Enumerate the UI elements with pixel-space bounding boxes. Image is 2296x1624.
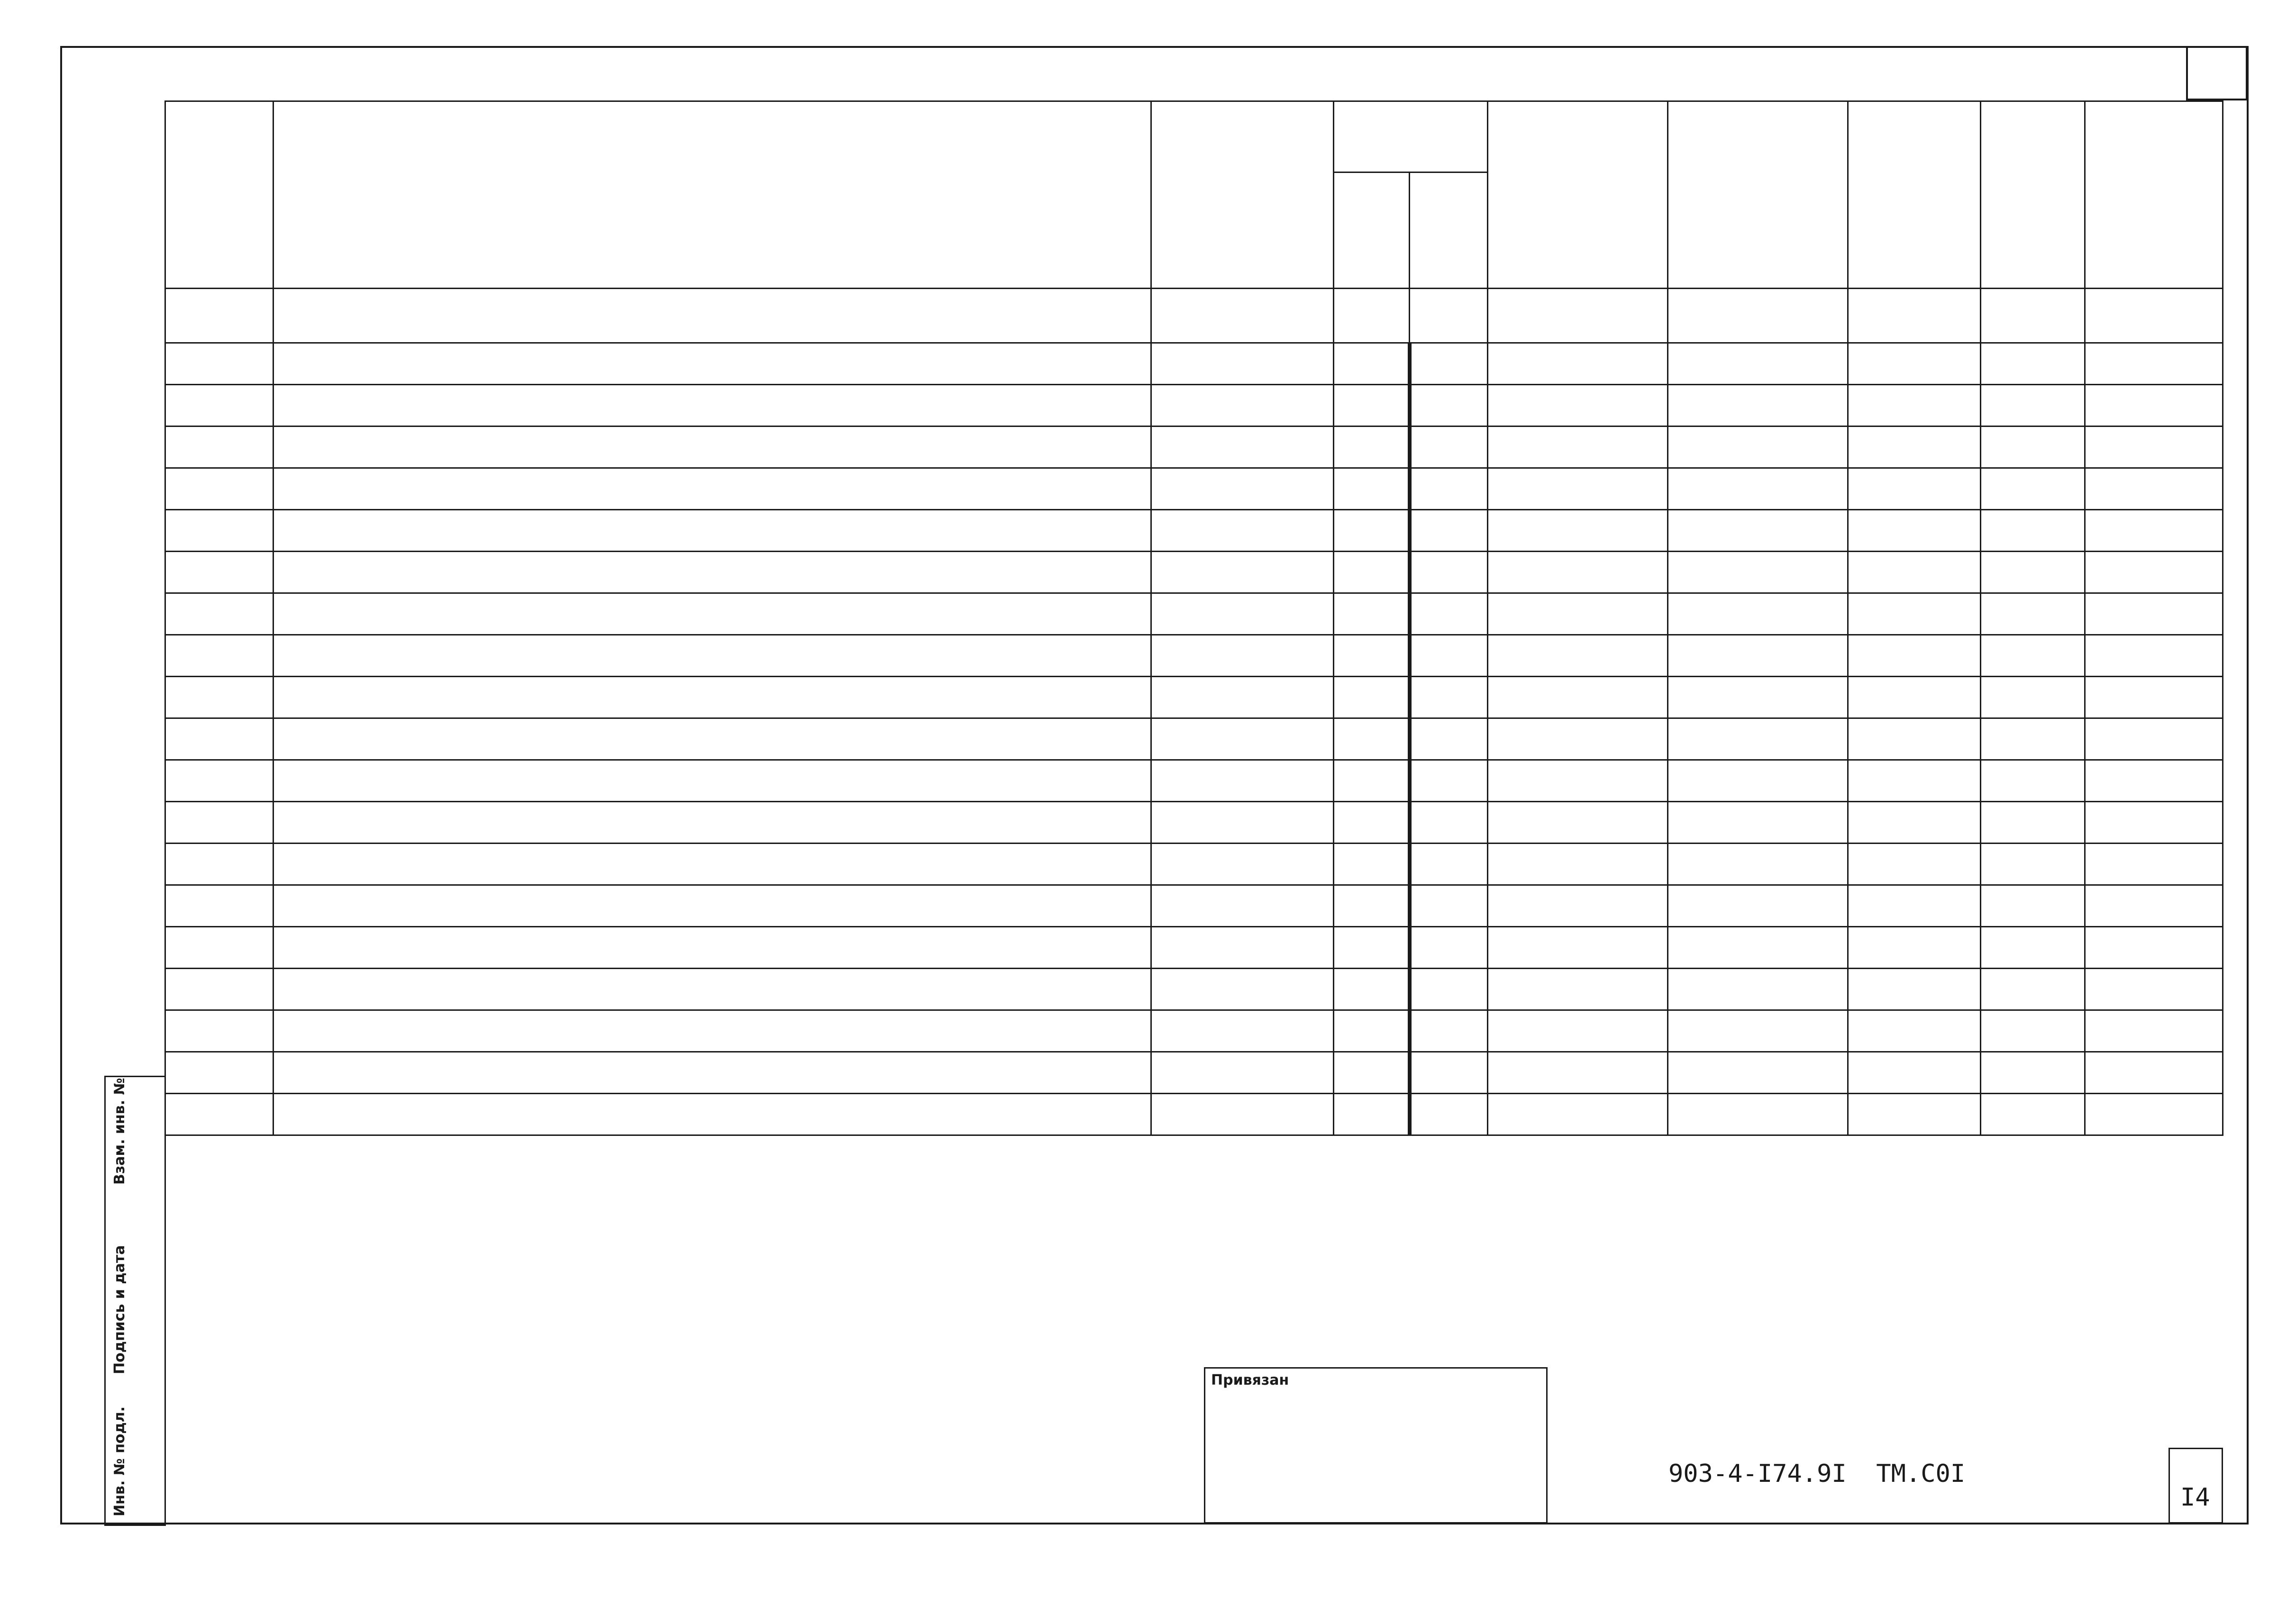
equipment-code-cell xyxy=(1668,593,1848,635)
unit-code-cell xyxy=(1410,927,1488,969)
unit-code-cell xyxy=(1410,844,1488,885)
table-row xyxy=(165,468,2223,510)
table-row xyxy=(165,1094,2223,1135)
factory-code-cell xyxy=(1488,552,1668,593)
title-block xyxy=(1204,1367,1548,1524)
unit-code-cell xyxy=(1410,635,1488,677)
factory-code-cell xyxy=(1488,468,1668,510)
mass-cell xyxy=(2085,677,2223,718)
mass-cell xyxy=(2085,802,2223,844)
table-row xyxy=(165,927,2223,969)
equipment-code-cell xyxy=(1668,343,1848,385)
unit-cell xyxy=(1334,1094,1410,1135)
col-number xyxy=(2085,289,2223,343)
position-cell xyxy=(165,1010,273,1052)
name-cell xyxy=(273,677,1151,718)
sheet-number: I4 xyxy=(2180,1483,2210,1512)
mass-cell xyxy=(2085,593,2223,635)
unit-cell xyxy=(1334,802,1410,844)
quantity-cell xyxy=(1981,969,2085,1010)
col-number xyxy=(1488,289,1668,343)
position-cell xyxy=(165,802,273,844)
table-row xyxy=(165,677,2223,718)
unit-code-cell xyxy=(1410,1052,1488,1094)
quantity-cell xyxy=(1981,802,2085,844)
quantity-cell xyxy=(1981,426,2085,468)
price-cell xyxy=(1848,1052,1981,1094)
price-cell xyxy=(1848,760,1981,802)
price-cell xyxy=(1848,343,1981,385)
price-cell xyxy=(1848,593,1981,635)
factory-code-cell xyxy=(1488,1052,1668,1094)
document-cell xyxy=(1151,802,1334,844)
factory-code-cell xyxy=(1488,385,1668,426)
table-row xyxy=(165,718,2223,760)
quantity-cell xyxy=(1981,760,2085,802)
price-cell xyxy=(1848,927,1981,969)
unit-cell xyxy=(1334,1052,1410,1094)
position-cell xyxy=(165,426,273,468)
equipment-code-cell xyxy=(1668,718,1848,760)
header-factory-code xyxy=(1488,101,1668,289)
document-cell xyxy=(1151,635,1334,677)
document-cell xyxy=(1151,593,1334,635)
mass-cell xyxy=(2085,885,2223,927)
mass-cell xyxy=(2085,718,2223,760)
unit-cell xyxy=(1334,468,1410,510)
price-cell xyxy=(1848,385,1981,426)
name-cell xyxy=(273,760,1151,802)
unit-cell xyxy=(1334,969,1410,1010)
col-number xyxy=(1334,289,1410,343)
specification-table xyxy=(164,100,2223,1136)
unit-code-cell xyxy=(1410,1010,1488,1052)
unit-cell xyxy=(1334,885,1410,927)
name-cell xyxy=(273,552,1151,593)
equipment-code-cell xyxy=(1668,844,1848,885)
name-cell xyxy=(273,885,1151,927)
equipment-code-cell xyxy=(1668,677,1848,718)
document-cell xyxy=(1151,969,1334,1010)
name-cell xyxy=(273,718,1151,760)
price-cell xyxy=(1848,635,1981,677)
factory-code-cell xyxy=(1488,718,1668,760)
document-code: 903-4-I74.9I ТМ.С0I xyxy=(1668,1460,1966,1488)
factory-code-cell xyxy=(1488,593,1668,635)
position-cell xyxy=(165,677,273,718)
quantity-cell xyxy=(1981,885,2085,927)
mass-cell xyxy=(2085,510,2223,552)
price-cell xyxy=(1848,802,1981,844)
name-cell xyxy=(273,593,1151,635)
sheet-number-top xyxy=(2186,46,2248,100)
unit-cell xyxy=(1334,760,1410,802)
col-number xyxy=(165,289,273,343)
factory-code-cell xyxy=(1488,927,1668,969)
name-cell xyxy=(273,385,1151,426)
unit-code-cell xyxy=(1410,718,1488,760)
header-type xyxy=(1151,101,1334,289)
table-row xyxy=(165,844,2223,885)
equipment-code-cell xyxy=(1668,552,1848,593)
header-mass xyxy=(2085,101,2223,289)
document-cell xyxy=(1151,885,1334,927)
quantity-cell xyxy=(1981,635,2085,677)
equipment-code-cell xyxy=(1668,760,1848,802)
position-cell xyxy=(165,468,273,510)
col-number xyxy=(1848,289,1981,343)
price-cell xyxy=(1848,677,1981,718)
table-row xyxy=(165,969,2223,1010)
equipment-code-cell xyxy=(1668,468,1848,510)
document-cell xyxy=(1151,760,1334,802)
unit-code-cell xyxy=(1410,510,1488,552)
price-cell xyxy=(1848,718,1981,760)
document-cell xyxy=(1151,718,1334,760)
name-cell xyxy=(273,844,1151,885)
header-name xyxy=(273,101,1151,289)
specification-body xyxy=(165,343,2223,1135)
table-row xyxy=(165,635,2223,677)
table-row xyxy=(165,510,2223,552)
unit-cell xyxy=(1334,927,1410,969)
document-cell xyxy=(1151,1094,1334,1135)
name-cell xyxy=(273,635,1151,677)
factory-code-cell xyxy=(1488,343,1668,385)
mass-cell xyxy=(2085,552,2223,593)
table-row xyxy=(165,552,2223,593)
quantity-cell xyxy=(1981,552,2085,593)
document-cell xyxy=(1151,468,1334,510)
document-cell xyxy=(1151,1052,1334,1094)
price-cell xyxy=(1848,510,1981,552)
unit-cell xyxy=(1334,718,1410,760)
table-row xyxy=(165,1052,2223,1094)
unit-cell xyxy=(1334,385,1410,426)
name-cell xyxy=(273,468,1151,510)
factory-code-cell xyxy=(1488,1094,1668,1135)
document-cell xyxy=(1151,552,1334,593)
col-number xyxy=(1668,289,1848,343)
unit-code-cell xyxy=(1410,969,1488,1010)
quantity-cell xyxy=(1981,844,2085,885)
header-price xyxy=(1848,101,1981,289)
col-number xyxy=(1410,289,1488,343)
col-number xyxy=(273,289,1151,343)
quantity-cell xyxy=(1981,385,2085,426)
header-unit-name xyxy=(1334,172,1410,289)
left-stamp-label-3: Инв. № подл. xyxy=(111,1406,128,1516)
position-cell xyxy=(165,718,273,760)
quantity-cell xyxy=(1981,593,2085,635)
name-cell xyxy=(273,1052,1151,1094)
unit-cell xyxy=(1334,1010,1410,1052)
table-row xyxy=(165,343,2223,385)
quantity-cell xyxy=(1981,468,2085,510)
factory-code-cell xyxy=(1488,760,1668,802)
mass-cell xyxy=(2085,1094,2223,1135)
quantity-cell xyxy=(1981,677,2085,718)
header-unit-group xyxy=(1334,101,1488,172)
quantity-cell xyxy=(1981,343,2085,385)
name-cell xyxy=(273,343,1151,385)
unit-code-cell xyxy=(1410,677,1488,718)
table-row xyxy=(165,1010,2223,1052)
position-cell xyxy=(165,885,273,927)
price-cell xyxy=(1848,844,1981,885)
price-cell xyxy=(1848,969,1981,1010)
mass-cell xyxy=(2085,1010,2223,1052)
equipment-code-cell xyxy=(1668,969,1848,1010)
unit-code-cell xyxy=(1410,426,1488,468)
left-stamp-label-1: Взам. инв. № xyxy=(111,1078,128,1185)
unit-cell xyxy=(1334,844,1410,885)
document-cell xyxy=(1151,510,1334,552)
mass-cell xyxy=(2085,468,2223,510)
position-cell xyxy=(165,343,273,385)
left-stamp-label-2: Подпись и дата xyxy=(111,1245,128,1374)
equipment-code-cell xyxy=(1668,885,1848,927)
position-cell xyxy=(165,510,273,552)
unit-cell xyxy=(1334,635,1410,677)
mass-cell xyxy=(2085,385,2223,426)
factory-code-cell xyxy=(1488,426,1668,468)
factory-code-cell xyxy=(1488,885,1668,927)
unit-cell xyxy=(1334,510,1410,552)
unit-code-cell xyxy=(1410,385,1488,426)
position-cell xyxy=(165,760,273,802)
unit-cell xyxy=(1334,593,1410,635)
equipment-code-cell xyxy=(1668,426,1848,468)
factory-code-cell xyxy=(1488,844,1668,885)
mass-cell xyxy=(2085,927,2223,969)
unit-code-cell xyxy=(1410,885,1488,927)
quantity-cell xyxy=(1981,1094,2085,1135)
quantity-cell xyxy=(1981,718,2085,760)
header-position xyxy=(165,101,273,289)
price-cell xyxy=(1848,468,1981,510)
document-cell xyxy=(1151,426,1334,468)
equipment-code-cell xyxy=(1668,510,1848,552)
position-cell xyxy=(165,385,273,426)
factory-code-cell xyxy=(1488,802,1668,844)
quantity-cell xyxy=(1981,1010,2085,1052)
position-cell xyxy=(165,927,273,969)
unit-code-cell xyxy=(1410,343,1488,385)
mass-cell xyxy=(2085,1052,2223,1094)
header-equipment-code xyxy=(1668,101,1848,289)
unit-code-cell xyxy=(1410,1094,1488,1135)
table-row xyxy=(165,802,2223,844)
column-numbers-row xyxy=(165,289,2223,343)
unit-cell xyxy=(1334,343,1410,385)
table-row xyxy=(165,760,2223,802)
unit-cell xyxy=(1334,426,1410,468)
equipment-code-cell xyxy=(1668,927,1848,969)
factory-code-cell xyxy=(1488,510,1668,552)
factory-code-cell xyxy=(1488,1010,1668,1052)
mass-cell xyxy=(2085,635,2223,677)
factory-code-cell xyxy=(1488,677,1668,718)
document-cell xyxy=(1151,844,1334,885)
table-row xyxy=(165,426,2223,468)
name-cell xyxy=(273,426,1151,468)
name-cell xyxy=(273,1010,1151,1052)
document-cell xyxy=(1151,385,1334,426)
factory-code-cell xyxy=(1488,635,1668,677)
table-row xyxy=(165,593,2223,635)
name-cell xyxy=(273,927,1151,969)
document-cell xyxy=(1151,1010,1334,1052)
col-number xyxy=(1151,289,1334,343)
price-cell xyxy=(1848,552,1981,593)
position-cell xyxy=(165,635,273,677)
table-row xyxy=(165,385,2223,426)
unit-cell xyxy=(1334,552,1410,593)
equipment-code-cell xyxy=(1668,1010,1848,1052)
position-cell xyxy=(165,593,273,635)
position-cell xyxy=(165,1052,273,1094)
mass-cell xyxy=(2085,426,2223,468)
factory-code-cell xyxy=(1488,969,1668,1010)
quantity-cell xyxy=(1981,1052,2085,1094)
name-cell xyxy=(273,510,1151,552)
price-cell xyxy=(1848,1010,1981,1052)
document-cell xyxy=(1151,927,1334,969)
name-cell xyxy=(273,1094,1151,1135)
col-number xyxy=(1981,289,2085,343)
unit-code-cell xyxy=(1410,802,1488,844)
name-cell xyxy=(273,802,1151,844)
price-cell xyxy=(1848,1094,1981,1135)
unit-code-cell xyxy=(1410,552,1488,593)
price-cell xyxy=(1848,426,1981,468)
position-cell xyxy=(165,552,273,593)
unit-code-cell xyxy=(1410,760,1488,802)
name-cell xyxy=(273,969,1151,1010)
quantity-cell xyxy=(1981,927,2085,969)
position-cell xyxy=(165,969,273,1010)
table-row xyxy=(165,885,2223,927)
header-unit-code xyxy=(1410,172,1488,289)
mass-cell xyxy=(2085,969,2223,1010)
price-cell xyxy=(1848,885,1981,927)
equipment-code-cell xyxy=(1668,385,1848,426)
equipment-code-cell xyxy=(1668,1052,1848,1094)
position-cell xyxy=(165,1094,273,1135)
unit-cell xyxy=(1334,677,1410,718)
mass-cell xyxy=(2085,844,2223,885)
mass-cell xyxy=(2085,343,2223,385)
unit-code-cell xyxy=(1410,468,1488,510)
document-cell xyxy=(1151,343,1334,385)
header-quantity xyxy=(1981,101,2085,289)
mass-cell xyxy=(2085,760,2223,802)
equipment-code-cell xyxy=(1668,1094,1848,1135)
position-cell xyxy=(165,844,273,885)
equipment-code-cell xyxy=(1668,635,1848,677)
document-cell xyxy=(1151,677,1334,718)
unit-code-cell xyxy=(1410,593,1488,635)
quantity-cell xyxy=(1981,510,2085,552)
equipment-code-cell xyxy=(1668,802,1848,844)
title-block-label: Привязан xyxy=(1211,1372,1289,1388)
